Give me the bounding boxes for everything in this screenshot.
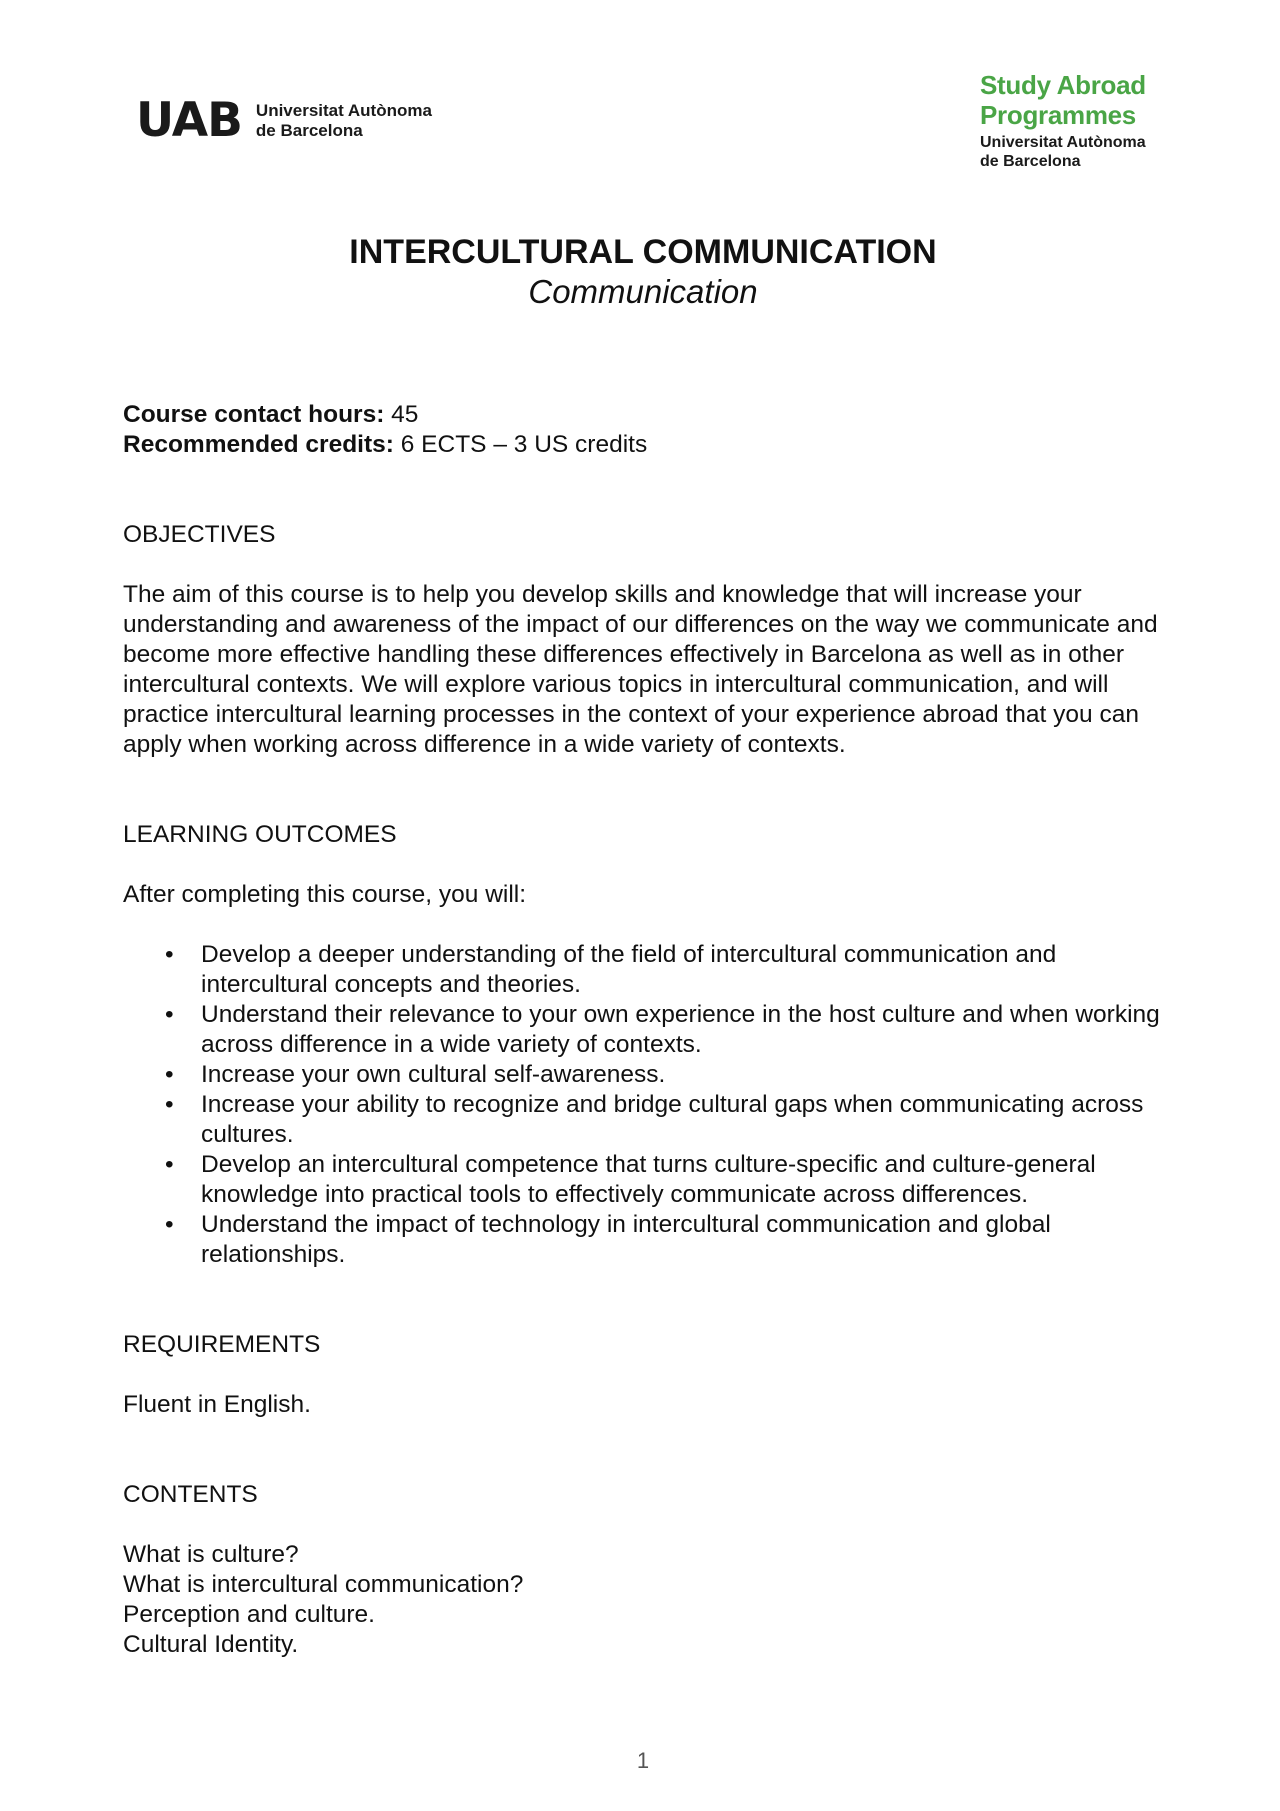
bullet-icon: •: [165, 1151, 174, 1178]
contact-hours-value: 45: [384, 401, 419, 428]
study-abroad-line2: Programmes: [980, 100, 1136, 130]
list-item: [123, 1060, 1183, 1090]
objectives-text: The aim of this course is to help you develop skills and knowledge that will increase your understanding and awareness of the impact of our differences on the way we communicate and become more effective handling these differences effectively in Barcelona as well as in other intercultural contexts. We will explore various topics in intercultural communication, and will practice intercultural learning processes in the context of your experience abroad that you can apply when working across difference in a wide variety of contexts.: [123, 581, 1158, 758]
learning-outcomes-list: [123, 940, 1183, 1270]
outcome-text: Increase your own cultural self-awareness.: [201, 1061, 666, 1088]
bullet-icon: •: [165, 1001, 174, 1028]
bullet-icon: •: [165, 941, 174, 968]
list-item: [123, 1000, 1183, 1060]
recommended-credits: [123, 430, 1183, 460]
contact-hours: [123, 400, 1183, 430]
uab-logo: [136, 93, 432, 148]
outcome-text: Develop an intercultural competence that turns culture-specific and culture-general knowledge into practical tools to effectively communicate across differences.: [201, 1151, 1096, 1208]
contact-hours-label: Course contact hours:: [123, 401, 385, 428]
list-item: What is culture?: [123, 1541, 299, 1568]
uab-logo-text: [256, 101, 432, 141]
bullet-icon: •: [165, 1091, 174, 1118]
list-item: [123, 1090, 1183, 1150]
contents-list: [123, 1540, 1183, 1660]
uab-logo-mark: UAB: [136, 93, 242, 148]
page-number: 1: [636, 1748, 650, 1773]
list-item: What is intercultural communication?: [123, 1571, 524, 1598]
credits-label: Recommended credits:: [123, 431, 394, 458]
requirements-text: Fluent in English.: [123, 1391, 311, 1418]
requirements-heading: REQUIREMENTS: [123, 1331, 321, 1358]
list-item: Perception and culture.: [123, 1601, 375, 1628]
list-item: [123, 940, 1183, 1000]
outcome-text: Develop a deeper understanding of the field of intercultural communication and intercultural concepts and theories.: [201, 941, 1057, 998]
study-abroad-line1: Study Abroad: [980, 70, 1146, 100]
uab-name-line2: de Barcelona: [255, 121, 363, 140]
objectives-heading: OBJECTIVES: [123, 521, 276, 548]
study-abroad-logo: [980, 70, 1146, 171]
learning-outcomes-intro: After completing this course, you will:: [123, 881, 527, 908]
page-subtitle: Communication: [528, 273, 758, 310]
credits-value: 6 ECTS – 3 US credits: [393, 431, 648, 458]
outcome-text: Increase your ability to recognize and bridge cultural gaps when communicating across cultures.: [201, 1091, 1144, 1148]
uab-name-line1: Universitat Autònoma: [255, 101, 432, 120]
list-item: [123, 1150, 1183, 1210]
outcome-text: Understand their relevance to your own experience in the host culture and when working across difference in a wide variety of contexts.: [201, 1001, 1160, 1058]
study-abroad-sub2: de Barcelona: [980, 153, 1081, 170]
study-abroad-sub1: Universitat Autònoma: [980, 134, 1146, 151]
bullet-icon: •: [165, 1211, 174, 1238]
contents-heading: CONTENTS: [123, 1481, 258, 1508]
page-title: INTERCULTURAL COMMUNICATION: [349, 233, 937, 271]
learning-outcomes-heading: LEARNING OUTCOMES: [123, 821, 397, 848]
course-meta: [123, 400, 1183, 460]
list-item: [123, 1210, 1183, 1270]
list-item: Cultural Identity.: [123, 1631, 299, 1658]
outcome-text: Understand the impact of technology in intercultural communication and global relationships.: [201, 1211, 1051, 1268]
document-body: [123, 400, 1183, 1660]
bullet-icon: •: [165, 1061, 174, 1088]
